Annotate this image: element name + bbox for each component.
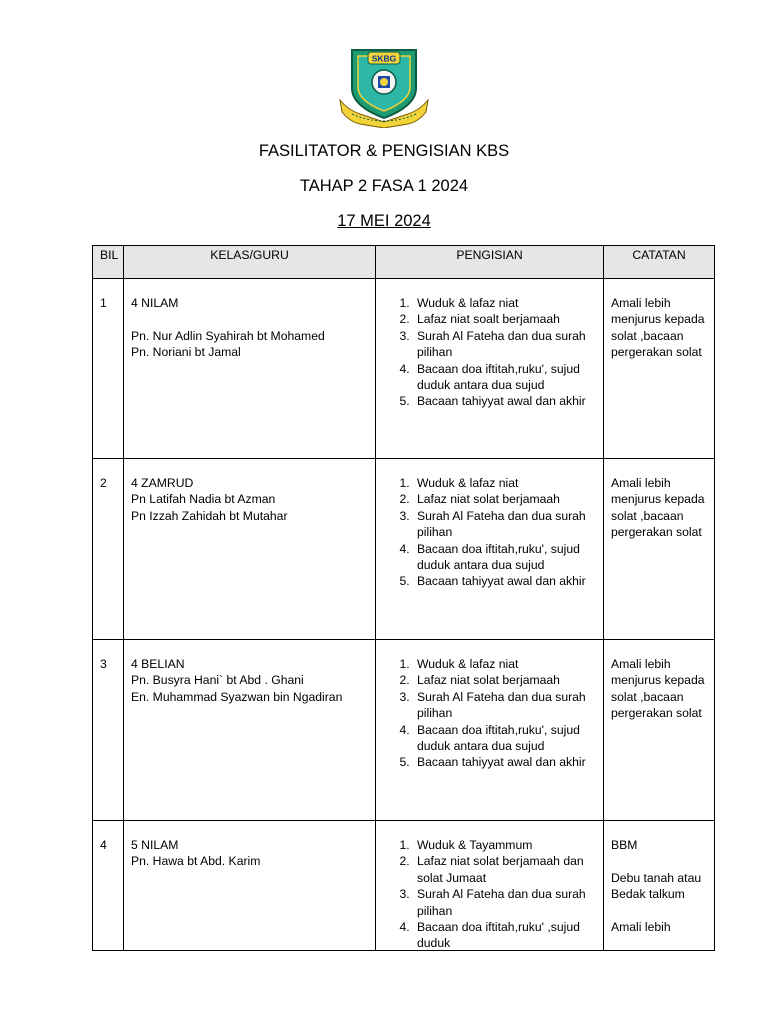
table-row <box>93 640 715 821</box>
list-item: 2. Lafaz niat solat berjamaah <box>413 672 596 688</box>
class-teacher-cell <box>124 459 376 640</box>
note-text: Amali lebih menjurus kepada solat ,bacaan pergerakan solat <box>611 296 705 360</box>
list-item: 2. Lafaz niat solat berjamaah <box>413 491 596 507</box>
class-name: 4 BELIAN <box>131 657 185 671</box>
list-item: 4. Bacaan doa iftitah,ruku', sujud duduk antara dua sujud <box>413 541 596 574</box>
list-item: 3. Surah Al Fateha dan dua surah pilihan <box>413 886 596 919</box>
school-crest-logo <box>338 42 430 128</box>
class-name: 4 NILAM <box>131 296 179 310</box>
list-item: 5. Bacaan tahiyyat awal dan akhir <box>413 754 596 770</box>
content-list <box>383 295 596 410</box>
class-name: 5 NILAM <box>131 838 179 852</box>
list-item: 4. Bacaan doa iftitah,ruku', sujud duduk antara dua sujud <box>413 722 596 755</box>
notes-cell <box>604 640 715 821</box>
list-item: 2. Lafaz niat solat berjamaah dan solat Jumaat <box>413 853 596 886</box>
crest-lettering: SKBG <box>371 53 397 64</box>
teacher-name: Pn Latifah Nadia bt Azman <box>131 492 276 507</box>
list-item: 2. Lafaz niat soalt berjamaah <box>413 311 596 327</box>
content-list <box>383 656 596 771</box>
teacher-name: Pn. Hawa bt Abd. Karim <box>131 854 261 869</box>
page-subtitle: TAHAP 2 FASA 1 2024 <box>299 177 469 195</box>
content-cell <box>376 459 604 640</box>
notes-cell <box>604 279 715 459</box>
list-item: 1. Wuduk & lafaz niat <box>413 656 596 672</box>
class-teacher-cell <box>124 279 376 459</box>
page-date: 17 MEI 2024 <box>337 212 431 230</box>
content-list <box>383 475 596 590</box>
header-catatan: CATATAN <box>604 246 715 279</box>
note-text: Debu tanah atau Bedak talkum <box>611 870 702 902</box>
row-number: 1 <box>93 279 124 459</box>
content-cell <box>376 821 604 951</box>
row-number: 4 <box>93 821 124 951</box>
class-teacher-cell <box>124 640 376 821</box>
page-title: FASILITATOR & PENGISIAN KBS <box>258 142 510 160</box>
list-item: 5. Bacaan tahiyyat awal dan akhir <box>413 573 596 589</box>
table-row <box>93 821 715 951</box>
header-kelas-guru: KELAS/GURU <box>124 246 376 279</box>
table-row <box>93 279 715 459</box>
row-number: 2 <box>93 459 124 640</box>
notes-cell <box>604 459 715 640</box>
list-item: 1. Wuduk & lafaz niat <box>413 295 596 311</box>
class-name: 4 ZAMRUD <box>131 476 194 490</box>
content-list <box>383 837 596 950</box>
note-text: Amali lebih menjurus kepada solat ,bacaan pergerakan solat <box>611 476 705 540</box>
teacher-name: Pn Izzah Zahidah bt Mutahar <box>131 508 288 523</box>
list-item: 4. Bacaan doa iftitah,ruku', sujud duduk antara dua sujud <box>413 361 596 394</box>
list-item: 3. Surah Al Fateha dan dua surah pilihan <box>413 689 596 722</box>
list-item: 1. Wuduk & lafaz niat <box>413 475 596 491</box>
facilitator-table <box>92 245 715 951</box>
row-number: 3 <box>93 640 124 821</box>
header-bil: BIL <box>93 246 124 279</box>
content-cell <box>376 640 604 821</box>
table-row <box>93 459 715 640</box>
list-item: 5. Bacaan tahiyyat awal dan akhir <box>413 393 596 409</box>
note-text: BBM <box>611 838 638 852</box>
teacher-name: En. Muhammad Syazwan bin Ngadiran <box>131 689 343 704</box>
note-text: Amali lebih menjurus kepada solat ,bacaan pergerakan solat <box>611 657 705 721</box>
note-text: Amali lebih <box>611 920 671 934</box>
teacher-name: Pn. Nur Adlin Syahirah bt Mohamed <box>131 328 325 343</box>
notes-cell <box>604 821 715 951</box>
list-item: 1. Wuduk & Tayammum <box>413 837 596 853</box>
class-teacher-cell <box>124 821 376 951</box>
teacher-name: Pn. Busyra Hani` bt Abd . Ghani <box>131 673 304 688</box>
header-pengisian: PENGISIAN <box>376 246 604 279</box>
content-cell <box>376 279 604 459</box>
list-item: 3. Surah Al Fateha dan dua surah pilihan <box>413 328 596 361</box>
list-item: 3. Surah Al Fateha dan dua surah pilihan <box>413 508 596 541</box>
list-item: 4. Bacaan doa iftitah,ruku' ,sujud duduk <box>413 919 596 950</box>
teacher-name: Pn. Noriani bt Jamal <box>131 345 241 360</box>
table-header-row <box>93 246 715 279</box>
